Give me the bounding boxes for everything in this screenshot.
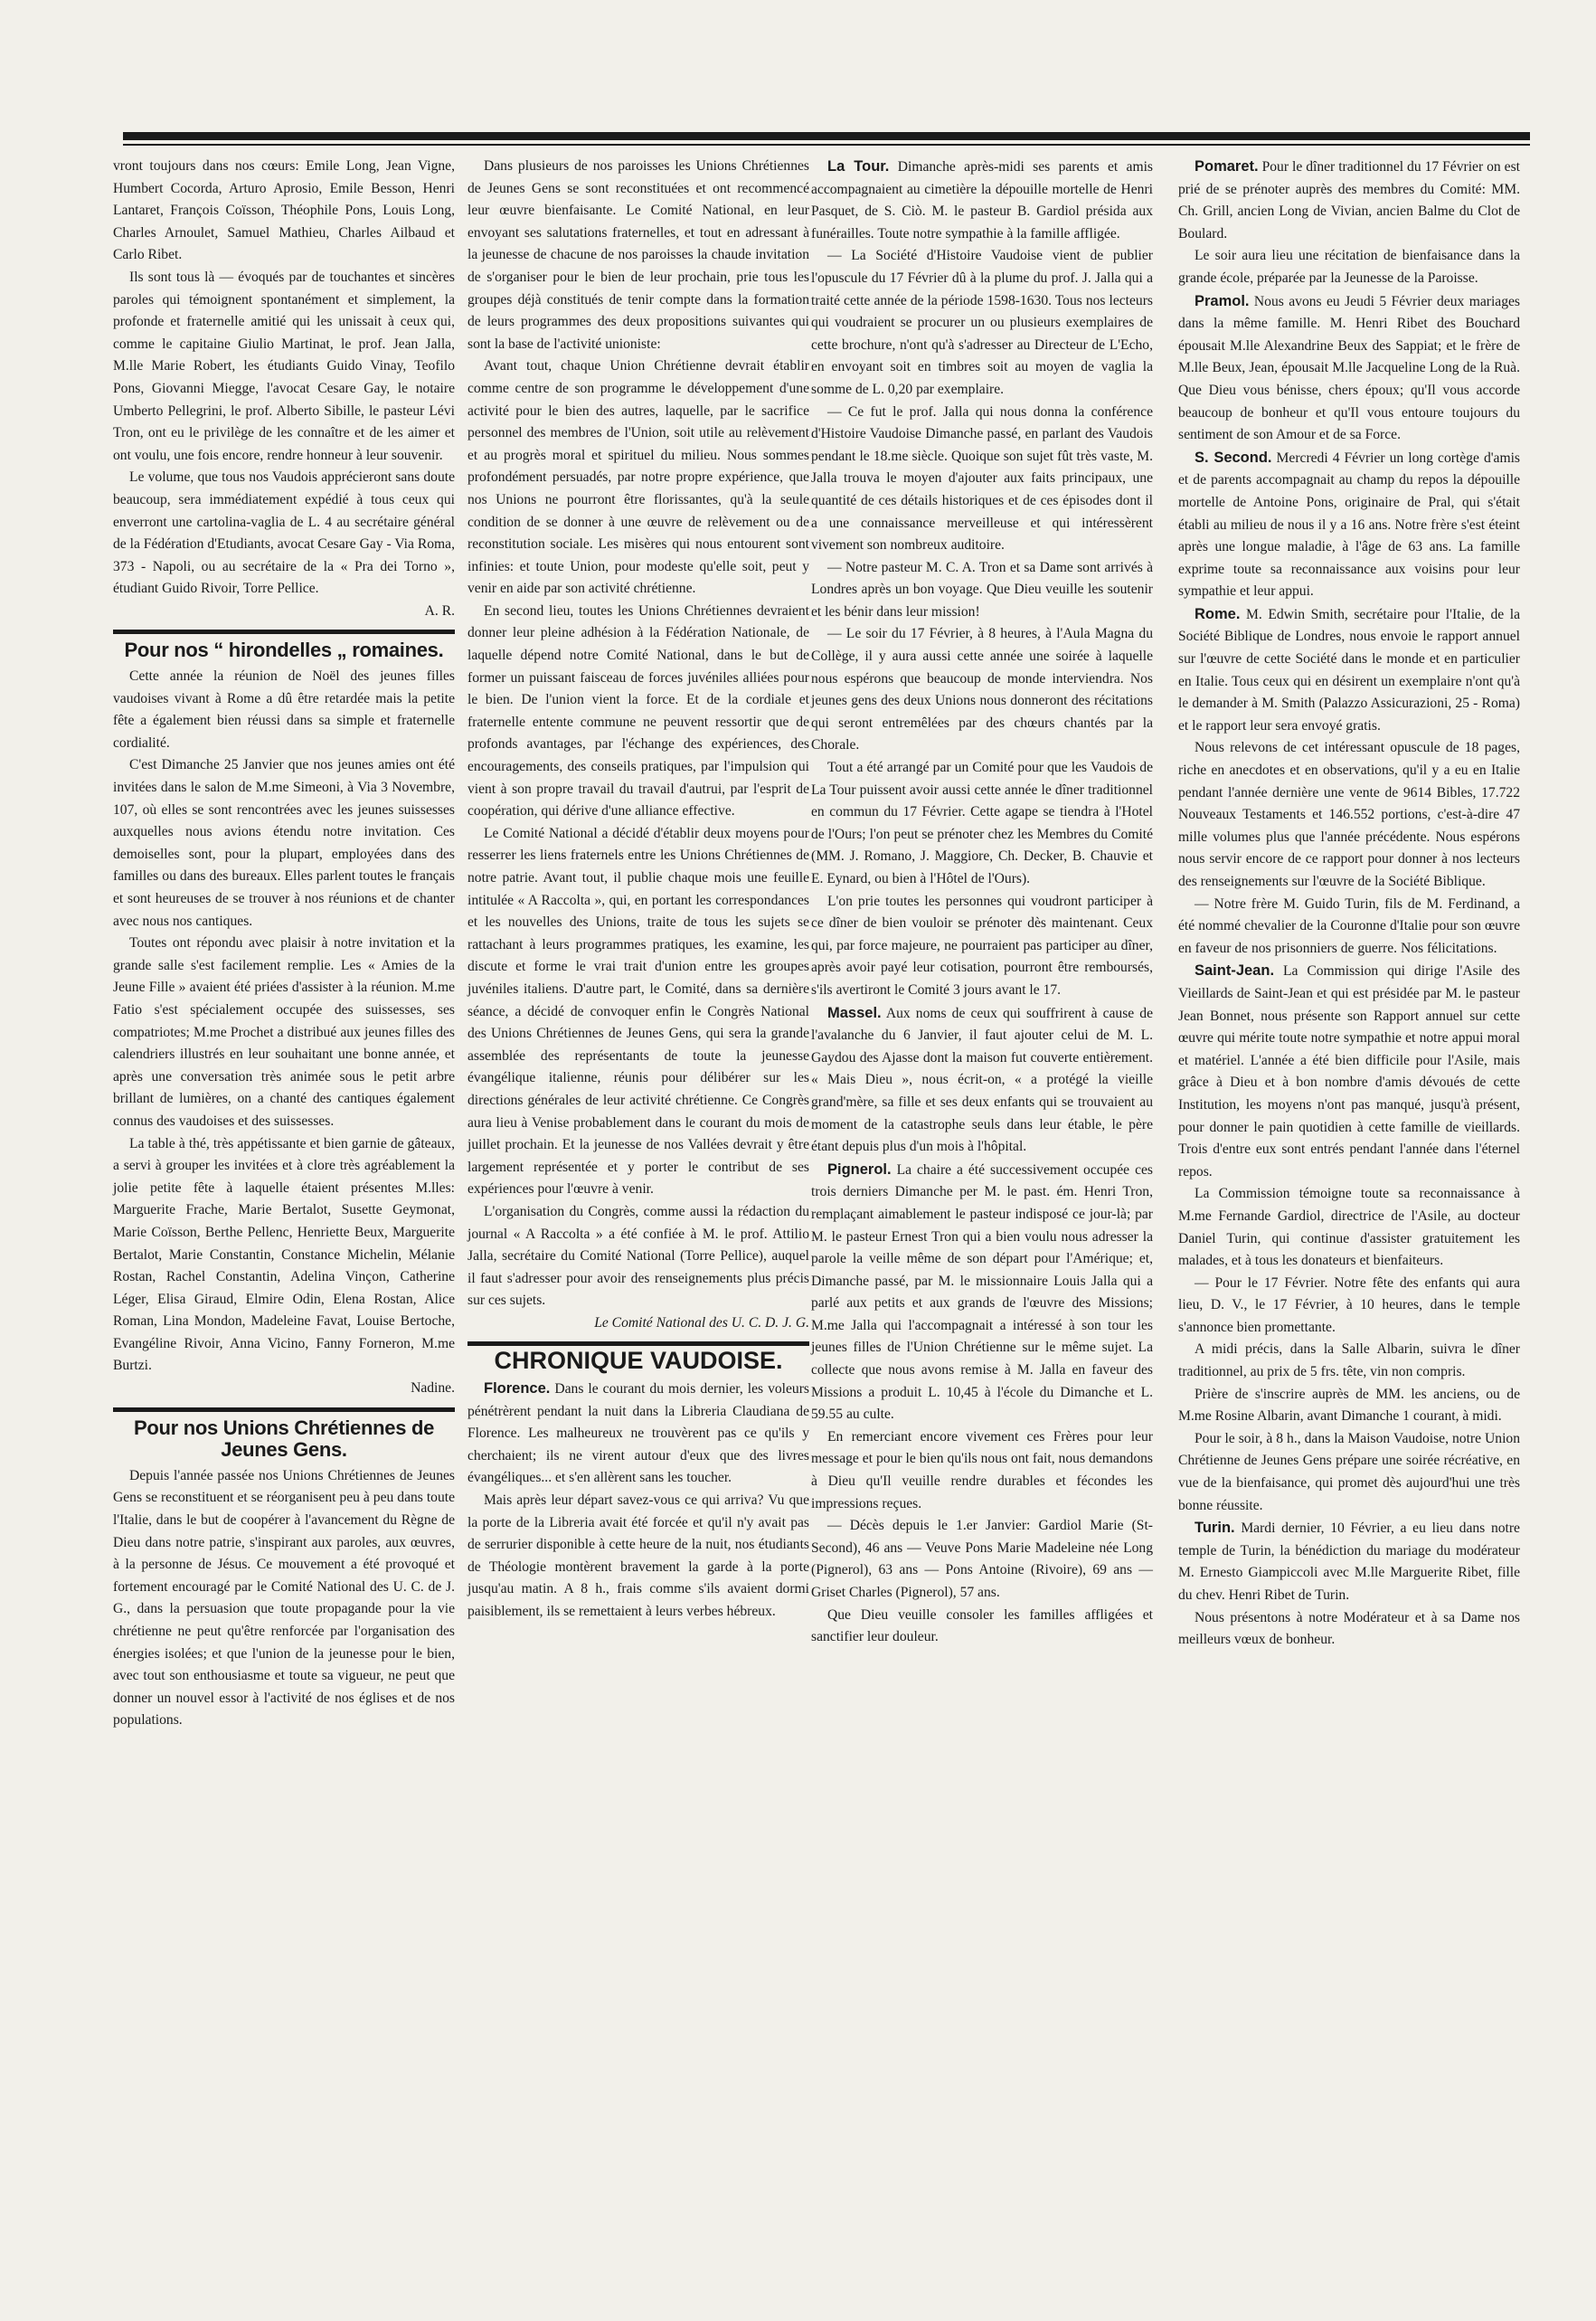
place-name: Massel. — [827, 1004, 882, 1021]
paragraph: — Notre pasteur M. C. A. Tron et sa Dame sont arrivés à Londres après un bon voyage. Que Dieu veuille les soutenir et les bénir dans leur mission! — [811, 559, 1153, 620]
paragraph: Pour le soir, à 8 h., dans la Maison Vaudoise, notre Union Chrétienne de Jeunes Gens prépare une soirée récréative, en vue de la bienfaisance, qui promet dès aujourd'hui une très bonne réussite. — [1178, 1430, 1520, 1513]
paragraph: Le Comité National a décidé d'établir deux moyens pour resserrer les liens fraternels entre les Unions Chrétiennes de notre patrie. Avant tout, il publie chaque mois une feuille intitulée « A Raccolta », qui, en portant les correspondances et les nouvelles des Unions, traite de tous les sujets se rattachant à leurs programmes pratiques, les examine, les discute et forme le vrai trait d'union entre les groupes juvéniles italiens. D'autre part, le Comité, dans sa dernière séance, a décidé de convoquer enfin le Congrès National des Unions Chrétiennes de Jeunes Gens, qui sera la grande assemblée des représentants de toute la jeunesse évangélique italienne, réunis pour délibérer sur les directions générales de leur activité chrétienne. Ce Congrès aura lieu à Venise probablement dans le courant du mois de juillet prochain. Et la jeunesse de nos Vallées devrait y être largement représentée et y porter le contribut de ses expériences pour l'œuvre à venir. — [467, 825, 809, 1198]
paragraph: Dans plusieurs de nos paroisses les Unions Chrétiennes de Jeunes Gens se sont reconstituées et ont recommencé leur œuvre bienfaisante. Le Comité National, en leur envoyant ses salutations fraternelles, et tout en adressant à la jeunesse de chacune de nos paroisses la chaude invitation de s'organiser pour le bien de leur prochain, prie tous les groupes déjà constitués de tenir compte dans la formation de leurs programmes des deux propositions suivantes qui sont la base de l'activité unioniste: — [467, 158, 809, 352]
article-title: Pour nos “ hirondelles „ romaines. — [124, 639, 444, 662]
paragraph: Cette année la réunion de Noël des jeunes filles vaudoises vivant à Rome a dû être retardée mais la petite fête a également bien réussi dans sa simple et fraternelle cordialité. — [113, 668, 455, 751]
paragraph: La table à thé, très appétissante et bien garnie de gâteaux, a servi à grouper les invitées et à clore très agréablement la jolie petite fête à laquelle étaient présentes M.lles: Marguerite Frache, Marie Bertalot, Susette Geymonat, Marie Coïsson, Berthe Pellenc, Henriette Beux, Marguerite Bertalot, Marie Constantin, Constance Michelin, Mélanie Rostan, Rachel Constantin, Adelina Vinçon, Catherine Léger, Elisa Giraud, Elmire Odin, Elena Rostan, Alice Roman, Lina Mondon, Madeleine Favat, Louise Bertoche, Evangéline Rivoir, Anna Vicino, Fanny Forneron, M.me Burtzi. — [113, 1135, 455, 1374]
paragraph: A midi précis, dans la Salle Albarin, suivra le dîner traditionnel, au prix de 5 frs. tête, vin non compris. — [1178, 1341, 1520, 1380]
paragraph: Toutes ont répondu avec plaisir à notre invitation et la grande salle s'est facilement remplie. Les « Amies de la Jeune Fille » avaient été priées d'assister à la réunion. M.me Fatio s'est spécialement occupée des suissesses, ses compatriotes; M.me Prochet a distribué aux jeunes filles des calendriers illustrés en leur souhaitant une bonne année, et après une conversation très animée sous le petit arbre brillant de lumières, on a chanté des cantiques également connus des vaudoises et des suissesses. — [113, 935, 455, 1129]
paragraph: — La Société d'Histoire Vaudoise vient de publier l'opuscule du 17 Février dû à la plume du prof. J. Jalla qui a traité cette année de la période 1598-1630. Tous nos lecteurs qui voudraient se procurer un ou plusieurs exemplaires de cette brochure, n'ont qu'à s'adresser au Directeur de L'Echo, en envoyant soit en timbres soit au moyen de vaglia la somme de L. 0,20 par exemplaire. — [811, 248, 1153, 397]
paragraph: Nous présentons à notre Modérateur et à sa Dame nos meilleurs vœux de bonheur. — [1178, 1609, 1520, 1648]
paragraph: Mais après leur départ savez-vous ce qui arriva? Vu que la porte de la Libreria avait été forcée et qu'il n'y avait pas de serrurier disponible à cette heure de la nuit, nos étudiants de Théologie montèrent bravement la garde à la porte jusqu'au matin. A 8 h., frais comme s'ils avaient dormi paisiblement, ils se remettaient à leurs verbes hébreux. — [467, 1492, 809, 1619]
paragraph: Mercredi 4 Février un long cortège d'amis et de parents accompagnait au champ du repos la dépouille mortelle de Antoine Pons, originaire de Pral, qui s'était établi au milieu de nous il y a 16 ans. Notre frère s'est éteint après une longue maladie, à l'âge de 63 ans. La famille exprime toute sa reconnaissance aux voisins pour leur sympathie et leur appui. — [1178, 450, 1520, 600]
top-rule-thin — [123, 144, 1530, 146]
paragraph: Mardi dernier, 10 Février, a eu lieu dans notre temple de Turin, la bénédiction du mariage du modérateur M. Ernesto Giampiccoli avec M.lle Marguerite Ribet, fille du chev. Henri Ribet de Turin. — [1178, 1520, 1520, 1603]
paragraph: La chaire a été successivement occupée ces trois derniers Dimanche per M. le past. ém. Henri Tron, remplaçant aimablement le pasteur indisposé ce jour-là; par M. le pasteur Ernest Tron qui a bien voulu nous adresser la parole la veille même de son départ pour l'Amérique; et, Dimanche passé, par M. le missionnaire Louis Jalla qui a parlé aux petits et aux grands de l'œuvre des Missions; M.me Jalla qui l'accompagnait a intéressé à son tour les jeunes filles de l'Union Chrétienne sur le même sujet. La collecte que nous avons remise à M. Jalla en faveur des Missions a produit L. 10,45 à l'école du Dimanche et L. 59.55 au culte. — [811, 1161, 1153, 1423]
signature: Le Comité National des U. C. D. J. G. — [594, 1314, 809, 1331]
paragraph: — Décès depuis le 1.er Janvier: Gardiol Marie (St-Second), 46 ans — Veuve Pons Marie Madeleine née Long (Pignerol), 63 ans — Pons Antoine (Rivoire), 69 ans — Griset Charles (Pignerol), 57 ans. — [811, 1518, 1153, 1600]
paragraph: Dans le courant du mois dernier, les voleurs pénétrèrent pendant la nuit dans la Libreria Claudiana de Florence. Les malheureux ne trouvèrent pas ce qu'ils y cherchaient; ils ne virent autour d'eux que des livres évangéliques... et s'en allèrent sans les toucher. — [467, 1381, 809, 1486]
paragraph: Tout a été arrangé par un Comité pour que les Vaudois de La Tour puissent avoir aussi cette année le dîner traditionnel en commun du 17 Février. Cette agape se tiendra à l'Hotel de l'Ours; l'on peut se prénoter chez les Membres du Comité (MM. J. Romano, J. Maggiore, Ch. Decker, B. Chauvie et E. Eynard, ou bien à l'Hôtel de l'Ours). — [811, 760, 1153, 886]
place-name: Pignerol. — [827, 1160, 892, 1178]
paragraph: — Le soir du 17 Février, à 8 heures, à l'Aula Magna du Collège, il y aura aussi cette année une soirée à laquelle nous espérons que beaucoup de monde interviendra. Nos jeunes gens des deux Unions nous donneront des récitations qui seront entremêlées par des chœurs chantés par la Chorale. — [811, 626, 1153, 753]
paragraph: En remerciant encore vivement ces Frères pour leur message et pour le bien qu'ils nous ont fait, nous demandons à Dieu qu'Il veuille rendre durables et fécondes les impressions reçues. — [811, 1428, 1153, 1511]
paragraph: Prière de s'inscrire auprès de MM. les anciens, ou de M.me Rosine Albarin, avant Dimanche 1 courant, à midi. — [1178, 1386, 1520, 1425]
paragraph: En second lieu, toutes les Unions Chrétiennes devraient donner leur pleine adhésion à la Fédération Nationale, de laquelle dépend notre Comité National, dans le but de former un puissant faisceau de forces juvéniles alliées pour le bien. De l'union vient la force. Et de la cordiale et fraternelle entente commune ne peuvent ressortir que de profonds avantages, par l'échange des expériences, des encouragements, des conseils pratiques, par l'impulsion qui vient à son propre travail du travail d'autrui, par l'esprit de coopération, qui dérive d'une alliance effective. — [467, 602, 809, 819]
paragraph: Le volume, que tous nos Vaudois apprécieront sans doute beaucoup, sera immédiatement expédié à tous ceux qui enverront une cartolina-vaglia de L. 4 au secrétaire général de la Fédération d'Etudiants, avocat Cesare Gay - Via Roma, 373 - Napoli, ou au secrétaire de la « Pra dei Torno », étudiant Guido Rivoir, Torre Pellice. — [113, 469, 455, 597]
section-title: CHRONIQUE VAUDOISE. — [494, 1347, 783, 1375]
paragraph: Depuis l'année passée nos Unions Chrétiennes de Jeunes Gens se reconstituent et se réorganisent peu à peu dans toute l'Italie, dans le but de coopérer à l'avancement du Règne de Dieu dans notre patrie, s'inspirant aux paroles, aux œuvres, à la personne de Jésus. Ce mouvement a été provoqué et fortement encouragé par le Comité National des U. C. de J. G., dans la persuasion que toute propagande pour la vie chrétienne ne peut qu'être renforcée par l'organisation des énergies isolées; et que l'union de la jeunesse pour le bien, avec tout son enthousiasme et toute sa vigueur, ne peut que donner un nouvel essor à l'activité de nos églises et de nos populations. — [113, 1467, 455, 1729]
paragraph: M. Edwin Smith, secrétaire pour l'Italie, de la Société Biblique de Londres, nous envoie le rapport annuel sur l'œuvre de cette Société dans le monde et en particulier en Italie. Tous ceux qui en désirent un exemplaire n'ont qu'à le demander à M. Smith (Palazzo Assicurazioni, 25 - Roma) et le rapport leur sera envoyé gratis. — [1178, 606, 1520, 734]
paragraph: Nous avons eu Jeudi 5 Février deux mariages dans la même famille. M. Henri Ribet des Bouchard épousait M.lle Alexandrine Beux des Sappiat; et le frère de M.lle Beux, Jean, épousait M.lle Jacqueline Long de la Ruà. Que Dieu vous bénisse, chers époux; qu'Il vous accorde beaucoup de bonheur et qu'Il vous entoure toujours du sentiment de son Amour et de sa Force. — [1178, 293, 1520, 443]
paragraph: C'est Dimanche 25 Janvier que nos jeunes amies ont été invitées dans le salon de M.me Simeoni, à Via 3 Novembre, 107, où elles se sont rencontrées avec les jeunes suissesses auxquelles nous avions étendu notre invitation. Ces demoiselles sont, pour la plupart, employées dans des familles ou dans des bureaux. Elles parlent toutes le français et sont heureuses de se trouver à nos réunions et de chanter avec nous nos cantiques. — [113, 757, 455, 929]
paragraph: vront toujours dans nos cœurs: Emile Long, Jean Vigne, Humbert Cocorda, Arturo Aprosio, Emile Besson, Henri Lantaret, François Coïsson, Théophile Pons, Louis Long, Charles Arnoulet, Samuel Mathieu, Charles Ailbaud et Carlo Ribet. — [113, 158, 455, 263]
signature: A. R. — [424, 602, 455, 619]
paragraph: Nous relevons de cet intéressant opuscule de 18 pages, riche en anecdotes et en observations, qu'il y a eu en Italie pendant l'année dernière une vente de 9614 Bibles, 17.722 Nouveaux Testaments et 146.552 portions, c'est-à-dire 47 mille volumes plus que l'année précédente. Nous espérons nous servir encore de ce rapport pour donner à nos lecteurs des renseignements sur l'œuvre de la Société Biblique. — [1178, 740, 1520, 889]
paragraph: L'on prie toutes les personnes qui voudront participer à ce dîner de bien vouloir se prénoter dès maintenant. Ceux qui, par force majeure, ne pourraient pas participer au dîner, après avoir payé leur cotisation, pourront être remboursés, s'ils avertiront le Comité 3 jours avant le 17. — [811, 893, 1153, 998]
column-2 — [467, 156, 809, 1624]
place-name: S. Second. — [1195, 449, 1272, 466]
paragraph: Ils sont tous là — évoqués par de touchantes et sincères paroles qui témoignent spontanément et simplement, la profonde et fraternelle amitié qui les unissait à ceux qui, comme le capitaine Giulio Martinat, le prof. Jean Jalla, M.lle Marie Robert, les étudiants Guido Vinay, Teofilo Pons, Giovanni Miegge, l'avocat Cesare Gay, le notaire Umberto Pellegrini, le prof. Alberto Sibille, le pasteur Lévi Tron, ont eu le privilège de les connaître et de les aimer et ont voulu, une fois encore, rendre honneur à leur souvenir. — [113, 269, 455, 463]
paragraph: La Commission qui dirige l'Asile des Vieillards de Saint-Jean et qui est présidée par M. le pasteur Jean Bonnet, nous présente son Rapport annuel sur cette œuvre qui mérite toute notre sympathie et notre appui moral et matériel. L'année a été bien difficile pour l'Asile, mais grâce à Dieu et à bon nombre d'amis dévoués de cette Institution, les moyens n'ont pas manqué, jusqu'à présent, pour donner le pain quotidien à cette famille de vieillards. Trois d'entre eux sont entrés pendant l'année dans l'éternel repos. — [1178, 963, 1520, 1179]
paragraph: — Pour le 17 Février. Notre fête des enfants qui aura lieu, D. V., le 17 Février, à 10 heures, dans le temple s'annonce bien promettante. — [1178, 1274, 1520, 1335]
place-name: Turin. — [1195, 1520, 1235, 1537]
top-rule — [123, 132, 1530, 140]
column-1 — [113, 156, 455, 1732]
paragraph: Avant tout, chaque Union Chrétienne devrait établir comme centre de son programme le développement d'une activité pour le bien des autres, laquelle, par le sacrifice personnel des membres de l'Union, soit utile au relèvement et au progrès moral et spirituel du milieu. Nous sommes profondément persuadés, par notre propre expérience, que nos Unions ne pourront être florissantes, qu'à la seule condition de se donner à une œuvre de relèvement ou de reconstitution sociale. Les misères qui nous entourent sont infinies: et toute Union, pour modeste qu'elle soit, peut y venir en aide par son activité chrétienne. — [467, 358, 809, 597]
paragraph: Aux noms de ceux qui souffrirent à cause de l'avalanche du 6 Janvier, il faut ajouter celui de M. L. Gaydou des Ajasse dont la maison fut couverte entièrement. « Mais Dieu », nous écrit-on, « a protégé la vieille grand'mère, sa fille et ses deux enfants qui se trouvaient au moment de la catastrophe seuls dans leur étable, le père étant depuis plus d'un mois à l'hôpital. — [811, 1005, 1153, 1155]
divider — [113, 630, 455, 634]
place-name: Rome. — [1195, 605, 1241, 622]
place-name: La Tour. — [827, 158, 890, 175]
paragraph: Le soir aura lieu une récitation de bienfaisance dans la grande école, préparée par la Jeunesse de la Paroisse. — [1178, 248, 1520, 286]
place-name: Saint-Jean. — [1195, 962, 1275, 980]
paragraph: Dimanche après-midi ses parents et amis accompagnaient au cimetière la dépouille mortelle de Henri Pasquet, de S. Ciò. M. le pasteur B. Gardiol présida aux funérailles. Toute notre sympathie à la famille affligée. — [811, 159, 1153, 242]
signature: Nadine. — [411, 1380, 455, 1397]
paragraph: — Notre frère M. Guido Turin, fils de M. Ferdinand, a été nommé chevalier de la Couronne d'Italie pour son œuvre en faveur de nos prisonniers de guerre. Nos félicitations. — [1178, 895, 1520, 956]
paragraph: La Commission témoigne toute sa reconnaissance à M.me Fernande Gardiol, directrice de l'Asile, au docteur Daniel Turin, qui continue d'assister gratuitement les malades, et à tous les donateurs et bienfaiteurs. — [1178, 1186, 1520, 1269]
paragraph: Que Dieu veuille consoler les familles affligées et sanctifier leur douleur. — [811, 1606, 1153, 1645]
place-name: Florence. — [484, 1380, 551, 1397]
article-title: Pour nos Unions Chrétiennes de Jeunes Gens. — [133, 1416, 435, 1462]
column-4 — [1178, 156, 1520, 1652]
divider — [467, 1341, 809, 1346]
paragraph: Pour le dîner traditionnel du 17 Février on est prié de se prénoter auprès des membres du Comité: MM. Ch. Grill, ancien Long de Vivian, ancien Balme du Clot de Boulard. — [1178, 159, 1520, 242]
place-name: Pomaret. — [1195, 158, 1259, 175]
column-3 — [811, 156, 1153, 1649]
divider — [113, 1407, 455, 1412]
place-name: Pramol. — [1195, 292, 1250, 309]
paragraph: L'organisation du Congrès, comme aussi la rédaction du journal « A Raccolta » a été confiée à M. le prof. Attilio Jalla, secrétaire du Comité National (Torre Pellice), auquel il faut s'adresser pour avoir des renseignements plus précis sur ces sujets. — [467, 1203, 809, 1309]
paragraph: — Ce fut le prof. Jalla qui nous donna la conférence d'Histoire Vaudoise Dimanche passé, en parlant des Vaudois pendant le 18.me siècle. Quoique son sujet fût très vaste, M. Jalla trouva le moyen d'ajouter aux faits principaux, une quantité de ces détails historiques et de ces épisodes dont il a une connaissance merveilleuse et qui intéressèrent vivement son nombreux auditoire. — [811, 403, 1153, 554]
